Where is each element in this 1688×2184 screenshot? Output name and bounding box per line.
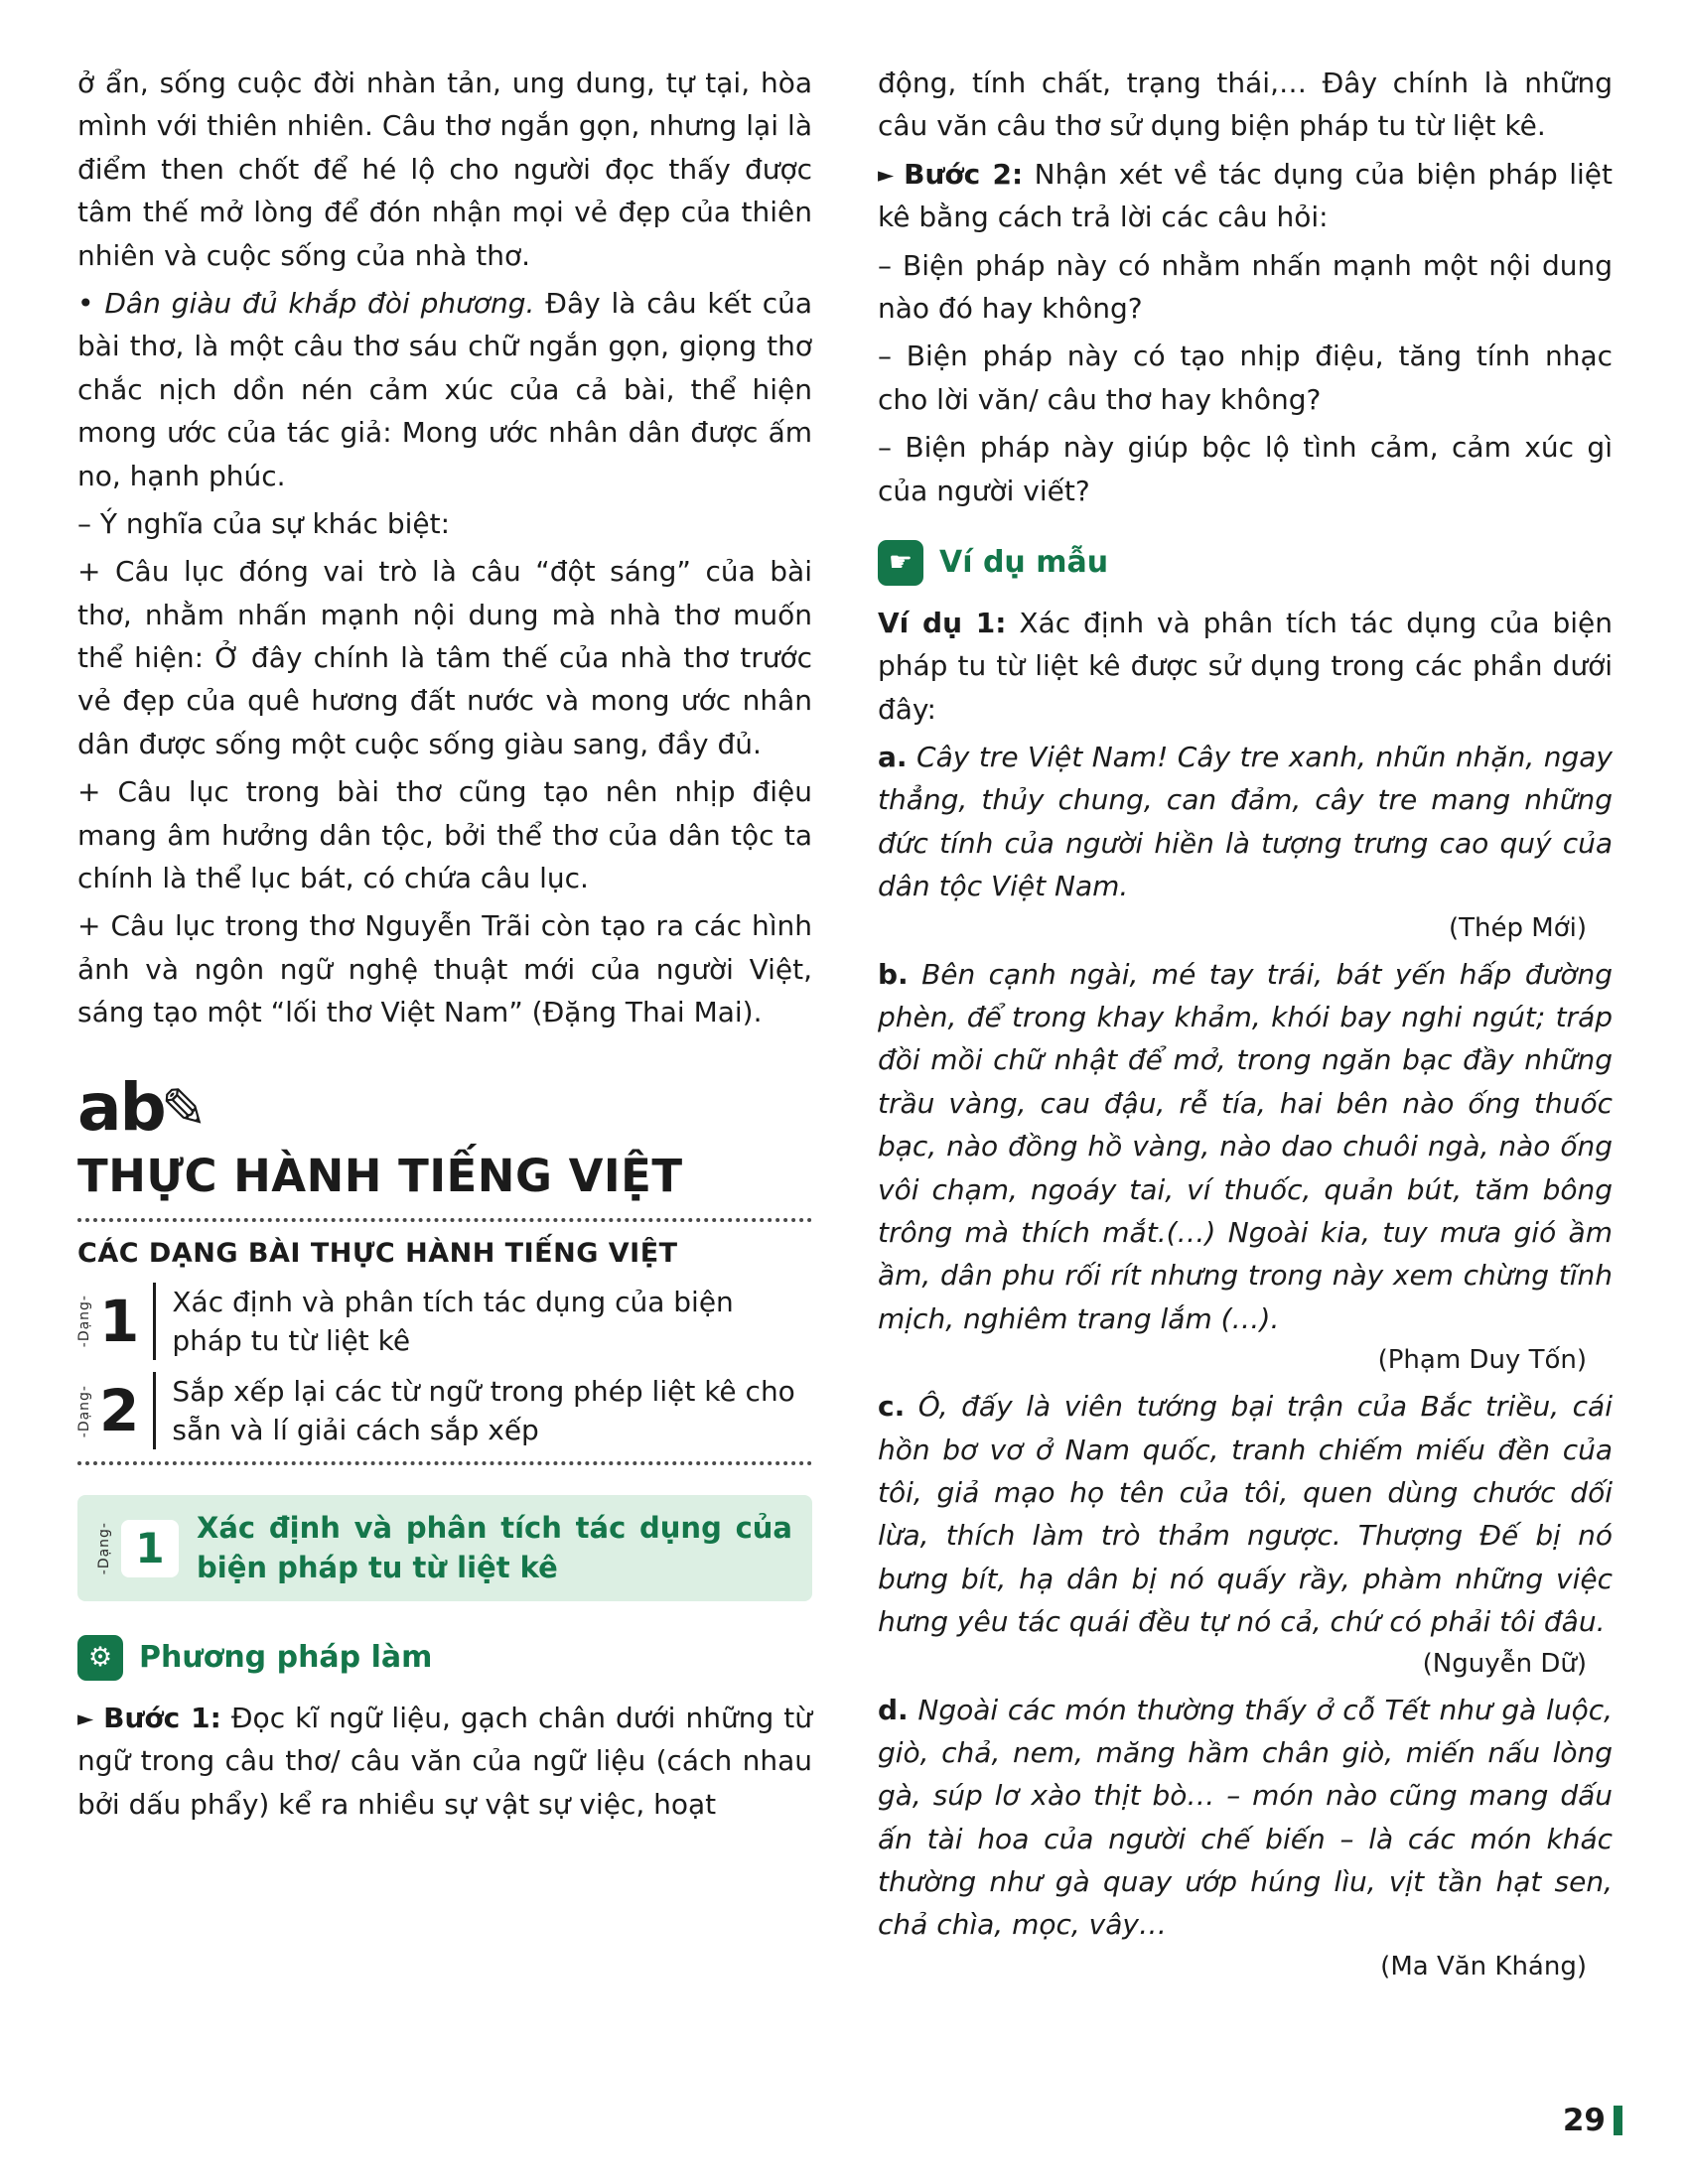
step-text: Đọc kĩ ngữ liệu, gạch chân dưới những từ ngữ trong câu thơ/ câu văn của ngữ liệu (cách nhau bởi dấu phẩy) kể ra nhiều sự vật sự việc, hoạt <box>77 1701 812 1821</box>
ab-logo-text: ab <box>77 1068 165 1146</box>
item-label: d. <box>878 1693 909 1726</box>
step-text: Nhận xét về tác dụng của biện pháp liệt kê bằng cách trả lời các câu hỏi: <box>878 157 1614 234</box>
type-number: 2 <box>99 1377 140 1445</box>
page-number-value: 29 <box>1562 2103 1606 2138</box>
step-arrow-icon: ► <box>77 1706 94 1730</box>
type-1-header-box <box>77 1495 812 1600</box>
ab-pencil-icon <box>77 1068 812 1146</box>
item-text: Cây tre Việt Nam! Cây tre xanh, nhũn nhặn, ngay thẳng, thủy chung, can đảm, cây tre mang những đức tính của người hiền là tượng trưng cao quý của dân tộc Việt Nam. <box>878 741 1613 903</box>
type-number-badge: 1 <box>121 1520 179 1577</box>
step-1-paragraph <box>77 1697 812 1826</box>
example-item-d <box>878 1689 1613 1947</box>
attribution: (Nguyễn Dữ) <box>1422 1648 1587 1679</box>
practice-type-2 <box>77 1372 812 1449</box>
item-label: b. <box>878 957 909 991</box>
quoted-verse: Dân giàu đủ khắp đòi phương. <box>104 286 535 320</box>
practice-type-1 <box>77 1283 812 1360</box>
example-label: Ví dụ 1: <box>878 606 1007 639</box>
method-header <box>77 1635 812 1681</box>
question: – Biện pháp này có tạo nhịp điệu, tăng tính nhạc cho lời văn/ câu thơ hay không? <box>878 340 1613 416</box>
dang-vertical-label: -Dạng- <box>76 1295 92 1348</box>
method-title: Phương pháp làm <box>139 1640 433 1676</box>
step-arrow-icon: ► <box>878 162 895 187</box>
paragraph-text: Đây là câu kết của bài thơ, là một câu thơ sáu chữ ngắn gọn, giọng thơ chắc nịch dồn nén cảm xúc của cả bài, thể hiện mong ước của tác giả: Mong ước nhân dân được ấm no, hạnh phúc. <box>77 286 812 492</box>
example-1-intro <box>878 602 1613 731</box>
item-text: Ô, đấy là viên tướng bại trận của Bắc triều, cái hồn bơ vơ ở Nam quốc, tranh chiếm miếu đền của tôi, giả mạo họ tên của tôi, quen dùng chước dối lừa, thích làm trò thảm ngược. Thượng Đế bị nó bưng bít, hạ dân bị nó quấy rầy, phàm những việc hưng yêu tác quái đều tự nó cả, chứ có phải tôi đâu. <box>878 1390 1613 1639</box>
example-title: Ví dụ mẫu <box>939 545 1109 581</box>
step-1-continuation: động, tính chất, trạng thái,… Đây chính là những câu văn câu thơ sử dụng biện pháp tu từ liệt kê. <box>878 67 1613 143</box>
step-label: Bước 1: <box>103 1701 221 1734</box>
type-number: 1 <box>99 1287 140 1355</box>
right-column <box>878 62 1613 2124</box>
page-number-bar <box>1614 2106 1622 2135</box>
example-item-a <box>878 736 1613 908</box>
question: – Biện pháp này giúp bộc lộ tình cảm, cảm xúc gì của người viết? <box>878 431 1613 507</box>
attribution: (Ma Văn Kháng) <box>1380 1951 1587 1981</box>
gear-icon: ⚙ <box>77 1635 123 1681</box>
type-description: Xác định và phân tích tác dụng của biện pháp tu từ liệt kê <box>153 1283 812 1360</box>
item-label: a. <box>878 741 908 774</box>
type-title: Xác định và phân tích tác dụng của biện pháp tu từ liệt kê <box>197 1511 792 1584</box>
page-number <box>1563 2103 1622 2138</box>
paragraph: + Câu lục trong thơ Nguyễn Trãi còn tạo ra các hình ảnh và ngôn ngữ nghệ thuật mới của người Việt, sáng tạo một “lối thơ Việt Nam” (Đặng Thai Mai). <box>77 909 812 1029</box>
dang-vertical-label: -Dạng- <box>76 1384 92 1437</box>
example-item-b <box>878 953 1613 1341</box>
section-title: THỰC HÀNH TIẾNG VIỆT <box>77 1149 683 1202</box>
paragraph: – Ý nghĩa của sự khác biệt: <box>77 506 451 540</box>
section-subheading: CÁC DẠNG BÀI THỰC HÀNH TIẾNG VIỆT <box>77 1237 678 1269</box>
dotted-divider <box>77 1461 812 1465</box>
paragraph: + Câu lục đóng vai trò là câu “đột sáng” của bài thơ, nhằm nhấn mạnh nội dung mà nhà thơ muốn thể hiện: Ở đây chính là tâm thế của nhà thơ trước vẻ đẹp của quê hương đất nước và mong ước nhân dân được sống một cuộc sống giàu sang, đầy đủ. <box>77 555 812 760</box>
step-2-paragraph <box>878 153 1613 239</box>
item-label: c. <box>878 1390 906 1424</box>
example-text: Xác định và phân tích tác dụng của biện pháp tu từ liệt kê được sử dụng trong các phần dưới đây: <box>878 606 1613 726</box>
attribution: (Thép Mới) <box>1449 912 1587 943</box>
item-text: Bên cạnh ngài, mé tay trái, bát yến hấp đường phèn, để trong khay khảm, khói bay nghi ngút; tráp đồi mồi chữ nhật để mở, trong ngăn bạc đầy những trầu vàng, cau đậu, rễ tía, hai bên nào ống thuốc bạc, nào đồng hồ vàng, nào dao chuôi ngà, nào ống vôi chạm, ngoáy tai, ví thuốc, quản bút, tăm bông trông mà thích mắt.(…) Ngoài kia, tuy mưa gió ầm ầm, dân phu rối rít nhưng trong này xem chừng tĩnh mịch, nghiêm trang lắm (…). <box>878 957 1613 1335</box>
step-label: Bước 2: <box>904 157 1024 191</box>
example-header <box>878 540 1613 586</box>
pencil-icon: ✎ <box>160 1077 208 1143</box>
bullet-icon: • <box>77 286 94 320</box>
type-description: Sắp xếp lại các từ ngữ trong phép liệt kê cho sẵn và lí giải cách sắp xếp <box>153 1372 812 1449</box>
left-column <box>77 62 812 2124</box>
paragraph-bullet <box>77 282 812 497</box>
item-text: Ngoài các món thường thấy ở cỗ Tết như gà luộc, giò, chả, nem, măng hầm chân giò, miến nấu lòng gà, súp lơ xào thịt bò… – món nào cũng mang dấu ấn tài hoa của người chế biến – là các món khác thường như gà quay ướp húng lìu, vịt tần hạt sen, chả chìa, mọc, vây… <box>878 1693 1613 1942</box>
question: – Biện pháp này có nhằm nhấn mạnh một nội dung nào đó hay không? <box>878 248 1613 325</box>
paragraph: + Câu lục trong bài thơ cũng tạo nên nhịp điệu mang âm hưởng dân tộc, bởi thể thơ của dân tộc ta chính là thể lục bát, có chứa câu lục. <box>77 775 812 895</box>
dang-vertical-label: -Dạng- <box>96 1521 112 1575</box>
dotted-divider <box>77 1218 812 1222</box>
attribution: (Phạm Duy Tốn) <box>1377 1345 1587 1376</box>
pointing-hand-icon: ☛ <box>878 540 923 586</box>
example-item-c <box>878 1385 1613 1643</box>
paragraph: ở ẩn, sống cuộc đời nhàn tản, ung dung, tự tại, hòa mình với thiên nhiên. Câu thơ ngắn gọn, nhưng lại là điểm then chốt để hé lộ cho người đọc thấy được tâm thế mở lòng để đón nhận mọi vẻ đẹp của thiên nhiên và cuộc sống của nhà thơ. <box>77 67 812 272</box>
